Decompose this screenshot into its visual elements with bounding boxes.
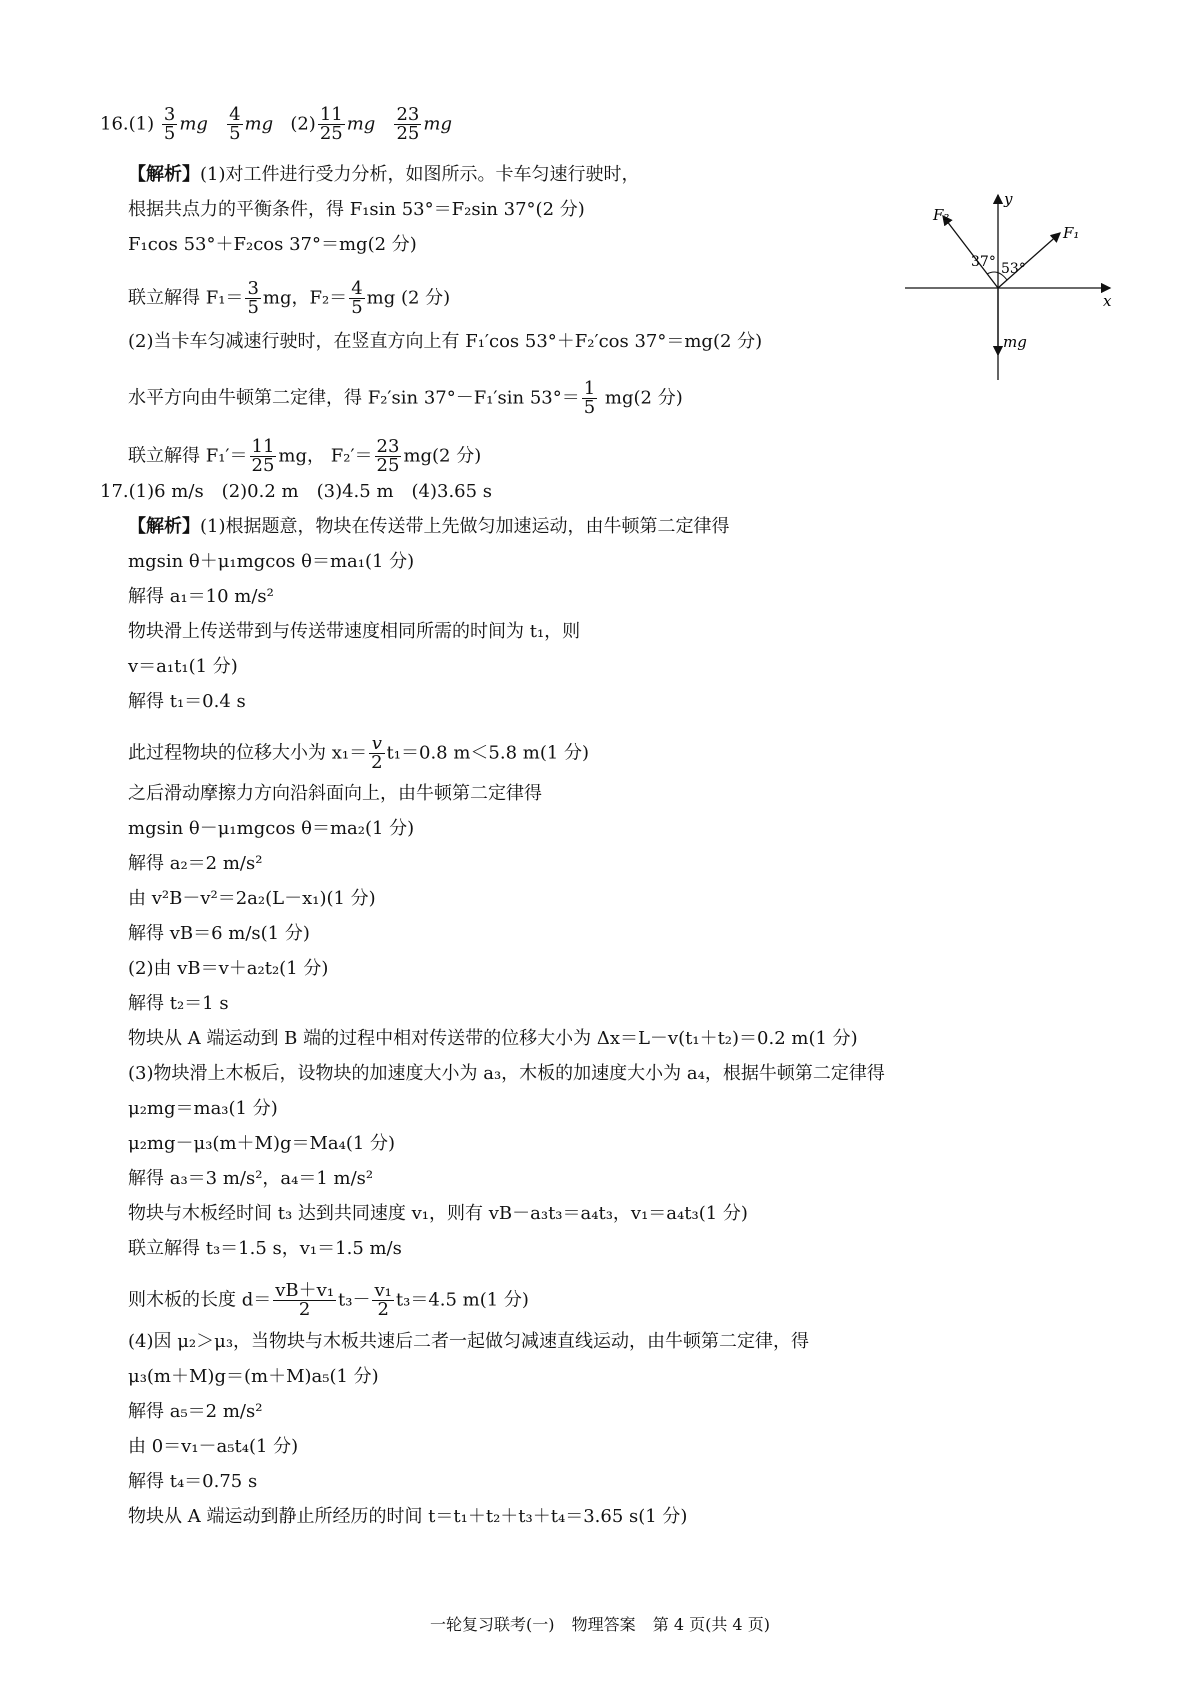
q17-line-17: μ₂mg＝ma₃(1 分) [128,1098,278,1119]
footer-subject: 物理答案 [571,1615,636,1634]
y-label: y [1004,190,1013,208]
x-label: x [1103,292,1112,310]
q17-line-3: 解得 a₁＝10 m/s² [128,586,274,607]
q16-analysis-line-5: (2)当卡车匀减速行驶时，在竖直方向上有 F₁′cos 53°＋F₂′cos 37°＝mg(2 分) [128,331,763,352]
fraction: $\frac{23}{25}$ [376,436,400,476]
q17-line-2: mgsin θ＋μ₁mgcos θ＝ma₁(1 分) [128,551,415,572]
q17-line-27: 解得 t₄＝0.75 s [128,1471,258,1492]
angle-37-label: 37° [971,254,996,270]
q17-line-15: 物块从 A 端运动到 B 端的过程中相对传送带的位移大小为 Δx＝L－v(t₁＋t₂)＝0.2 m(1 分) [128,1028,858,1049]
q16-analysis-line-3: F₁cos 53°＋F₂cos 37°＝mg(2 分) [128,234,417,255]
q17-line-14: 解得 t₂＝1 s [128,993,229,1014]
q16-analysis-line-2: 根据共点力的平衡条件，得 F₁sin 53°＝F₂sin 37°(2 分) [128,199,585,220]
q17-line-10: 解得 a₂＝2 m/s² [128,853,263,874]
force-diagram [905,190,1120,390]
fraction: $\frac{1}{5}$ [583,378,596,418]
mg-label: mg [1003,333,1027,351]
q17-line-4: 物块滑上传送带到与传送带速度相同所需的时间为 t₁，则 [128,621,581,642]
q17-line-25: 解得 a₅＝2 m/s² [128,1401,263,1422]
q16-answer-line: 16.(1) $\frac{3}{5}$ mg $\frac{4}{5}$ mg (2) $\frac{11}{25}$ mg $\frac{23}{25}$ mg [100,104,452,144]
angle-53-label: 53° [1001,261,1026,277]
footer-title: 一轮复习联考(一) [430,1615,555,1634]
analysis-tag: 【解析】 [128,164,200,185]
q17-line-12: 解得 vB＝6 m/s(1 分) [128,923,310,944]
fraction: $\frac{23}{25}$ [396,104,420,144]
q16-analysis-line-7: 联立解得 F₁′＝ $\frac{11}{25}$ mg， F₂′＝ $\frac{23}{25}$ mg(2 分) [128,436,482,476]
q17-line-23: (4)因 μ₂＞μ₃，当物块与木板共速后二者一起做匀减速直线运动，由牛顿第二定律，得 [128,1331,810,1352]
q17-line-7: 此过程物块的位移大小为 x₁＝ $\frac{v}{2}$ t₁＝0.8 m＜5.8 m(1 分) [128,733,590,773]
fraction: $\frac{11}{25}$ [319,104,343,144]
fraction: $\frac{v}{2}$ [371,733,383,773]
q16-number: 16. [100,113,129,135]
f1-label: F₁ [1063,224,1080,242]
q17-number: 17. [100,481,129,502]
page-footer [0,1612,1200,1635]
q17-line-22: 则木板的长度 d＝ $\frac{\text{vB＋v₁}}{2}$ t₃－ $\frac{\text{v₁}}{2}$ t₃＝4.5 m(1 分) [128,1280,529,1320]
q17-line-5: v＝a₁t₁(1 分) [128,656,238,677]
q17-line-28: 物块从 A 端运动到静止所经历的时间 t＝t₁＋t₂＋t₃＋t₄＝3.65 s(1 分) [128,1506,688,1527]
q16-analysis-line-4: 联立解得 F₁＝ $\frac{3}{5}$ mg，F₂＝ $\frac{4}{5}$ mg (2 分) [128,278,451,318]
f2-vector [943,216,998,288]
fraction: $\frac{\text{v₁}}{2}$ [374,1280,392,1320]
q17-line-26: 由 0＝v₁－a₅t₄(1 分) [128,1436,299,1457]
q17-line-16: (3)物块滑上木板后，设物块的加速度大小为 a₃，木板的加速度大小为 a₄，根据牛顿第二定律得 [128,1063,885,1084]
q17-line-11: 由 v²B－v²＝2a₂(L－x₁)(1 分) [128,888,376,909]
q17-line-18: μ₂mg－μ₃(m＋M)g＝Ma₄(1 分) [128,1133,396,1154]
f2-label: F₂ [933,206,950,224]
footer-page: 第 4 页(共 4 页) [652,1615,770,1634]
q16-analysis-line-1: 【解析】(1)对工件进行受力分析，如图所示。卡车匀速行驶时， [128,164,640,185]
fraction: $\frac{11}{25}$ [251,436,275,476]
q17-line-24: μ₃(m＋M)g＝(m＋M)a₅(1 分) [128,1366,379,1387]
q17-answer-line: 17.(1)6 m/s (2)0.2 m (3)4.5 m (4)3.65 s [100,481,493,502]
fraction: $\frac{4}{5}$ [351,278,363,318]
analysis-tag: 【解析】 [128,516,200,537]
fraction: $\frac{3}{5}$ [163,104,176,144]
q17-line-13: (2)由 vB＝v＋a₂t₂(1 分) [128,958,329,979]
q17-line-21: 联立解得 t₃＝1.5 s，v₁＝1.5 m/s [128,1238,402,1259]
fraction: $\frac{3}{5}$ [247,278,259,318]
q17-line-9: mgsin θ－μ₁mgcos θ＝ma₂(1 分) [128,818,415,839]
q16-analysis-line-6: 水平方向由牛顿第二定律，得 F₂′sin 37°－F₁′sin 53°＝ $\frac{1}{5}$ mg(2 分) [128,378,683,418]
q17-line-19: 解得 a₃＝3 m/s²，a₄＝1 m/s² [128,1168,374,1189]
q17-line-1: 【解析】(1)根据题意，物块在传送带上先做匀加速运动，由牛顿第二定律得 [128,516,730,537]
fraction: $\frac{\text{vB＋v₁}}{2}$ [275,1280,335,1320]
fraction: $\frac{4}{5}$ [229,104,241,144]
q17-line-6: 解得 t₁＝0.4 s [128,691,246,712]
q17-line-20: 物块与木板经时间 t₃ 达到共同速度 v₁，则有 vB－a₃t₃＝a₄t₃，v₁＝a₄t₃(1 分) [128,1203,748,1224]
q17-line-8: 之后滑动摩擦力方向沿斜面向上，由牛顿第二定律得 [128,783,542,804]
